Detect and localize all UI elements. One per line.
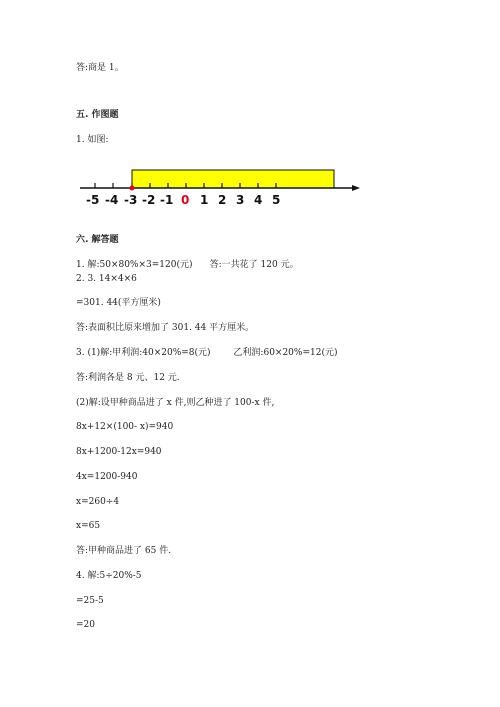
solution-line: 1. 解:50×80%×3=120(元) 答:一共花了 120 元。 bbox=[76, 260, 299, 270]
solution-line: 4. 解:5÷20%-5 bbox=[76, 571, 142, 581]
solution-line: (2)解:设甲种商品进了 x 件,则乙种进了 100-x 件, bbox=[76, 398, 275, 408]
solution-line: 答:表面积比原来增加了 301. 44 平方厘米。 bbox=[76, 323, 255, 333]
tick-label: 5 bbox=[272, 193, 281, 207]
tick-label: -1 bbox=[160, 193, 174, 207]
solution-line: 3. (1)解:甲利润:40×20%=8(元) 乙利润:60×20%=12(元) bbox=[76, 348, 338, 358]
start-point bbox=[130, 186, 135, 191]
solution-line: 2. 3. 14×4×6 bbox=[76, 274, 137, 284]
solution-line: 答:甲种商品进了 65 件. bbox=[76, 546, 172, 556]
section-heading-solutions: 六. 解答题 bbox=[76, 235, 119, 245]
solution-line: =25-5 bbox=[76, 596, 104, 606]
question-label: 1. 如图: bbox=[76, 135, 109, 145]
solution-line: x=260÷4 bbox=[76, 497, 120, 507]
tick-label: 4 bbox=[254, 193, 263, 207]
solution-line: 8x+1200-12x=940 bbox=[76, 447, 162, 457]
section-heading-drawing: 五. 作图题 bbox=[76, 110, 119, 120]
tick-label: -5 bbox=[86, 193, 100, 207]
number-line-figure bbox=[76, 168, 376, 208]
solution-line: 8x+12×(100- x)=940 bbox=[76, 422, 174, 432]
answer-line: 答:商是 1。 bbox=[76, 63, 124, 73]
solution-line: =20 bbox=[76, 620, 95, 630]
highlight-region bbox=[132, 170, 334, 188]
tick-label: 3 bbox=[236, 193, 245, 207]
solution-line: x=65 bbox=[76, 521, 101, 531]
axis-arrow bbox=[352, 185, 360, 191]
solution-line: 4x=1200-940 bbox=[76, 472, 138, 482]
solution-line: =301. 44(平方厘米) bbox=[76, 298, 161, 308]
solution-line: 答:利润各是 8 元、12 元. bbox=[76, 373, 180, 383]
tick-label: 2 bbox=[218, 193, 227, 207]
tick-label: -3 bbox=[124, 193, 138, 207]
tick-label: -4 bbox=[105, 193, 119, 207]
tick-label-zero: 0 bbox=[181, 193, 190, 207]
tick-label: 1 bbox=[200, 193, 209, 207]
tick-label: -2 bbox=[142, 193, 156, 207]
